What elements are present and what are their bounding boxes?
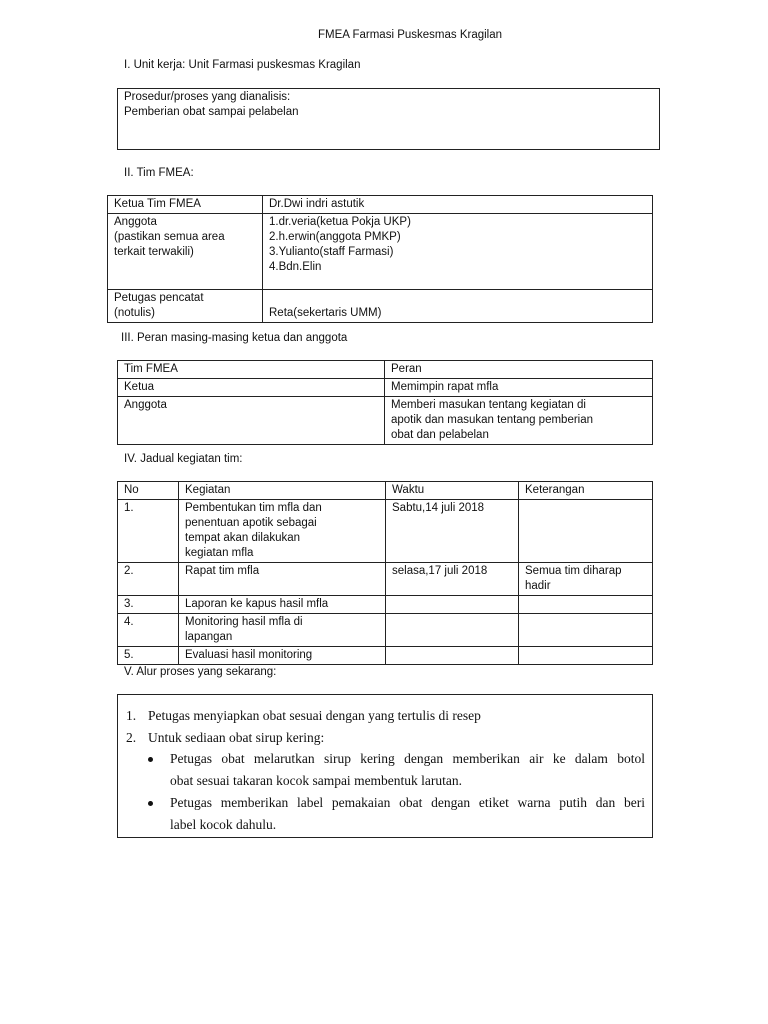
schedule-kegiatan: Laporan ke kapus hasil mfla bbox=[179, 596, 386, 614]
schedule-keterangan: Semua tim diharap hadir bbox=[519, 563, 653, 596]
roles-row-anggota bbox=[118, 397, 653, 445]
schedule-row bbox=[118, 500, 653, 563]
process-flow-box bbox=[117, 694, 653, 838]
schedule-keterangan bbox=[519, 596, 653, 614]
roles-peran-ketua: Memimpin rapat mfla bbox=[385, 379, 653, 397]
flow-item-1: Petugas menyiapkan obat sesuai dengan yang tertulis di resep bbox=[148, 708, 481, 723]
flow-item-2: Untuk sediaan obat sirup kering: bbox=[148, 730, 325, 745]
schedule-no: 2. bbox=[118, 563, 179, 596]
schedule-row bbox=[118, 647, 653, 665]
bullet-icon bbox=[148, 757, 153, 762]
schedule-keterangan bbox=[519, 647, 653, 665]
team-label-notulis: Petugas pencatat (notulis) bbox=[108, 290, 263, 323]
schedule-kegiatan: Pembentukan tim mfla dan penentuan apotik sebagai tempat akan dilakukan kegiatan mfla bbox=[179, 500, 386, 563]
flow-bullet-1-line1: Petugas obat melarutkan sirup kering dengan memberikan air ke dalam botol bbox=[170, 751, 645, 766]
schedule-header-keterangan: Keterangan bbox=[519, 482, 653, 500]
schedule-kegiatan: Monitoring hasil mfla di lapangan bbox=[179, 614, 386, 647]
team-table bbox=[107, 195, 653, 323]
team-value-ketua: Dr.Dwi indri astutik bbox=[263, 196, 653, 214]
schedule-waktu: selasa,17 juli 2018 bbox=[386, 563, 519, 596]
schedule-no: 1. bbox=[118, 500, 179, 563]
flow-bullet-2-line1: Petugas memberikan label pemakaian obat dengan etiket warna putih dan beri bbox=[170, 795, 645, 810]
section5-heading: V. Alur proses yang sekarang: bbox=[124, 666, 277, 678]
schedule-waktu bbox=[386, 647, 519, 665]
process-label: Prosedur/proses yang dianalisis: bbox=[124, 91, 291, 103]
document-title: FMEA Farmasi Puskesmas Kragilan bbox=[317, 29, 503, 41]
roles-table bbox=[117, 360, 653, 445]
process-box bbox=[117, 88, 660, 150]
flow-item-1-number: 1. bbox=[126, 708, 137, 723]
schedule-header-row bbox=[118, 482, 653, 500]
process-value: Pemberian obat sampai pelabelan bbox=[124, 106, 299, 118]
team-value-notulis: Reta(sekertaris UMM) bbox=[263, 290, 653, 323]
flow-bullet-1-line2: obat sesuai takaran kocok sampai membentuk larutan. bbox=[170, 773, 463, 788]
schedule-row bbox=[118, 596, 653, 614]
team-label-anggota: Anggota (pastikan semua area terkait terwakili) bbox=[108, 214, 263, 290]
roles-header-peran: Peran bbox=[385, 361, 653, 379]
team-value-anggota: 1.dr.veria(ketua Pokja UKP) 2.h.erwin(anggota PMKP) 3.Yulianto(staff Farmasi) 4.Bdn.Elin bbox=[263, 214, 653, 290]
team-label-ketua: Ketua Tim FMEA bbox=[108, 196, 263, 214]
team-row-anggota bbox=[108, 214, 653, 290]
schedule-header-no: No bbox=[118, 482, 179, 500]
schedule-waktu: Sabtu,14 juli 2018 bbox=[386, 500, 519, 563]
section3-heading: III. Peran masing-masing ketua dan anggota bbox=[121, 332, 348, 344]
schedule-waktu bbox=[386, 614, 519, 647]
roles-header-tim: Tim FMEA bbox=[118, 361, 385, 379]
section1-heading: I. Unit kerja: Unit Farmasi puskesmas Kragilan bbox=[124, 59, 361, 71]
section4-heading: IV. Jadual kegiatan tim: bbox=[124, 453, 243, 465]
flow-bullet-2-line2: label kocok dahulu. bbox=[170, 817, 277, 832]
schedule-header-kegiatan: Kegiatan bbox=[179, 482, 386, 500]
schedule-kegiatan: Evaluasi hasil monitoring bbox=[179, 647, 386, 665]
schedule-header-waktu: Waktu bbox=[386, 482, 519, 500]
roles-role-ketua: Ketua bbox=[118, 379, 385, 397]
schedule-no: 3. bbox=[118, 596, 179, 614]
schedule-kegiatan: Rapat tim mfla bbox=[179, 563, 386, 596]
schedule-no: 4. bbox=[118, 614, 179, 647]
roles-peran-anggota: Memberi masukan tentang kegiatan di apotik dan masukan tentang pemberian obat dan pelabelan bbox=[385, 397, 653, 445]
schedule-keterangan bbox=[519, 500, 653, 563]
roles-row-ketua bbox=[118, 379, 653, 397]
schedule-row bbox=[118, 563, 653, 596]
section2-heading: II. Tim FMEA: bbox=[124, 167, 194, 179]
team-row-ketua bbox=[108, 196, 653, 214]
flow-item-2-number: 2. bbox=[126, 730, 137, 745]
schedule-no: 5. bbox=[118, 647, 179, 665]
schedule-keterangan bbox=[519, 614, 653, 647]
schedule-row bbox=[118, 614, 653, 647]
roles-role-anggota: Anggota bbox=[118, 397, 385, 445]
schedule-table bbox=[117, 481, 653, 665]
schedule-waktu bbox=[386, 596, 519, 614]
bullet-icon bbox=[148, 801, 153, 806]
team-row-notulis bbox=[108, 290, 653, 323]
roles-header-row bbox=[118, 361, 653, 379]
